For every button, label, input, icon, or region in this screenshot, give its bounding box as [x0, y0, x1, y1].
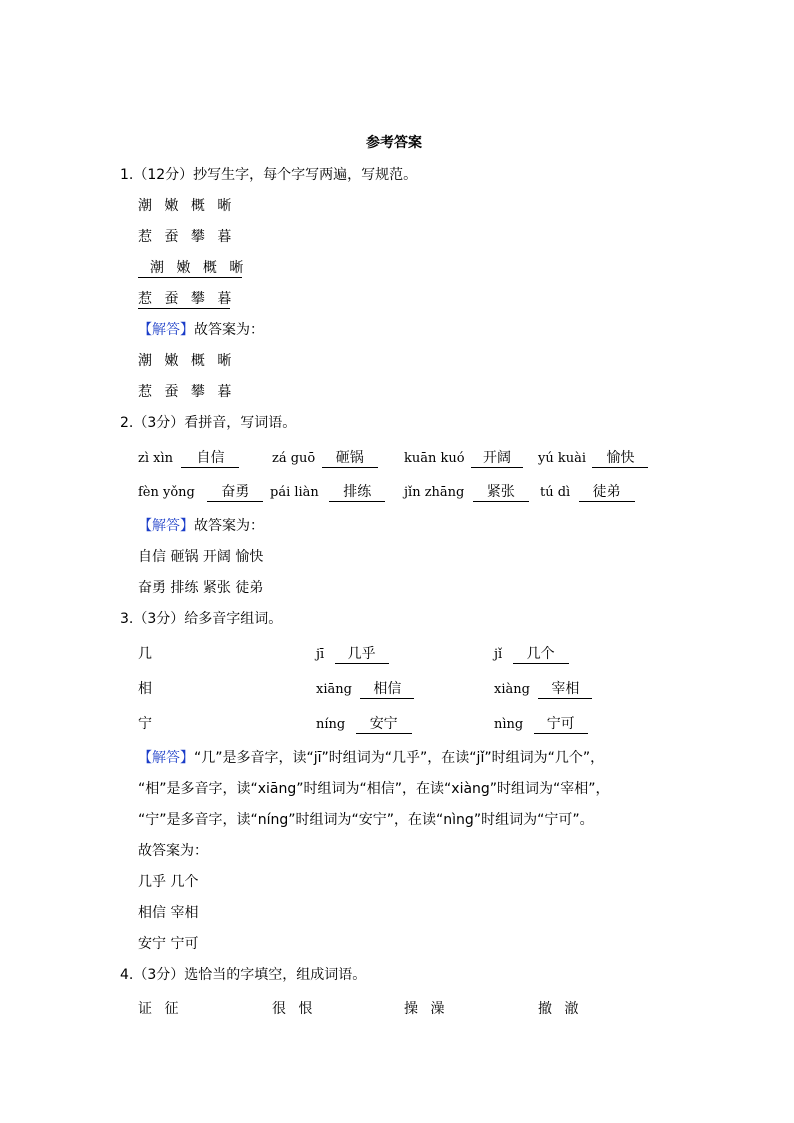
q3-answer-label: 故答案为：: [138, 843, 208, 859]
q2-item: zá guō 砸锅: [272, 449, 378, 468]
q3-reading: níng 安宁: [316, 715, 412, 734]
q2-item: jǐn zhāng 紧张: [404, 483, 529, 502]
q2-item: pái liàn 排练: [270, 483, 385, 502]
q3-char: 相: [138, 681, 152, 697]
q1-result2: 惹 蚕 攀 暮: [138, 384, 236, 400]
q1-header: 1.（12分）抄写生字，每个字写两遍，写规范。: [120, 167, 418, 183]
q2-header: 2.（3分）看拼音，写词语。: [120, 415, 297, 431]
q4-group: 证 征: [138, 1001, 183, 1017]
q1-answer2: 惹 蚕 攀 暮: [138, 291, 236, 307]
q2-item: fèn yǒng 奋勇: [138, 483, 263, 502]
q2-item: zì xìn 自信: [138, 449, 239, 468]
q3-header: 3.（3分）给多音字组词。: [120, 611, 283, 627]
q2-item: tú dì 徒弟: [540, 483, 635, 502]
q2-jieda: 【解答】故答案为：: [138, 518, 264, 534]
q3-reading: jī 几乎: [316, 645, 389, 664]
jieda-tag: 【解答】: [138, 518, 194, 534]
q1-result1: 潮 嫩 概 晰: [138, 353, 236, 369]
q2-result1: 自信 砸锅 开阔 愉快: [138, 549, 264, 565]
q2-item: kuān kuó 开阔: [404, 449, 523, 468]
jieda-tag: 【解答】: [138, 322, 194, 338]
q3-char: 宁: [138, 716, 152, 732]
q3-reading: jǐ 几个: [494, 645, 569, 664]
q3-explanation-1: 【解答】“几”是多音字，读“jī”时组词为“几乎”，在读“jǐ”时组词为“几个”，: [138, 750, 605, 766]
q1-answer1: 潮 嫩 概 晰: [138, 259, 242, 278]
q3-reading: nìng 宁可: [494, 715, 588, 734]
q1-line2: 惹 蚕 攀 暮: [138, 229, 236, 245]
q4-header: 4.（3分）选恰当的字填空，组成词语。: [120, 967, 367, 983]
page-title: 参考答案: [366, 135, 422, 151]
q4-group: 操 澡: [404, 1001, 449, 1017]
q4-group: 撤 澈: [538, 1001, 583, 1017]
q2-result2: 奋勇 排练 紧张 徒弟: [138, 580, 264, 596]
q3-reading: xiàng 宰相: [494, 680, 592, 699]
jieda-tag: 【解答】: [138, 750, 194, 766]
q3-result3: 安宁 宁可: [138, 936, 199, 952]
q1-jieda: 【解答】故答案为：: [138, 322, 264, 338]
q3-char: 几: [138, 646, 152, 662]
q3-explanation-3: “宁”是多音字，读“níng”时组词为“安宁”，在读“nìng”时组词为“宁可”。: [138, 812, 594, 828]
q3-reading: xiāng 相信: [316, 680, 414, 699]
q4-group: 很 恨: [272, 1001, 317, 1017]
q3-result2: 相信 宰相: [138, 905, 199, 921]
q2-item: yú kuài 愉快: [538, 449, 648, 468]
q3-result1: 几乎 几个: [138, 874, 199, 890]
q1-line1: 潮 嫩 概 晰: [138, 198, 236, 214]
q3-explanation-2: “相”是多音字，读“xiāng”时组词为“相信”，在读“xiàng”时组词为“宰相”，: [138, 781, 610, 797]
